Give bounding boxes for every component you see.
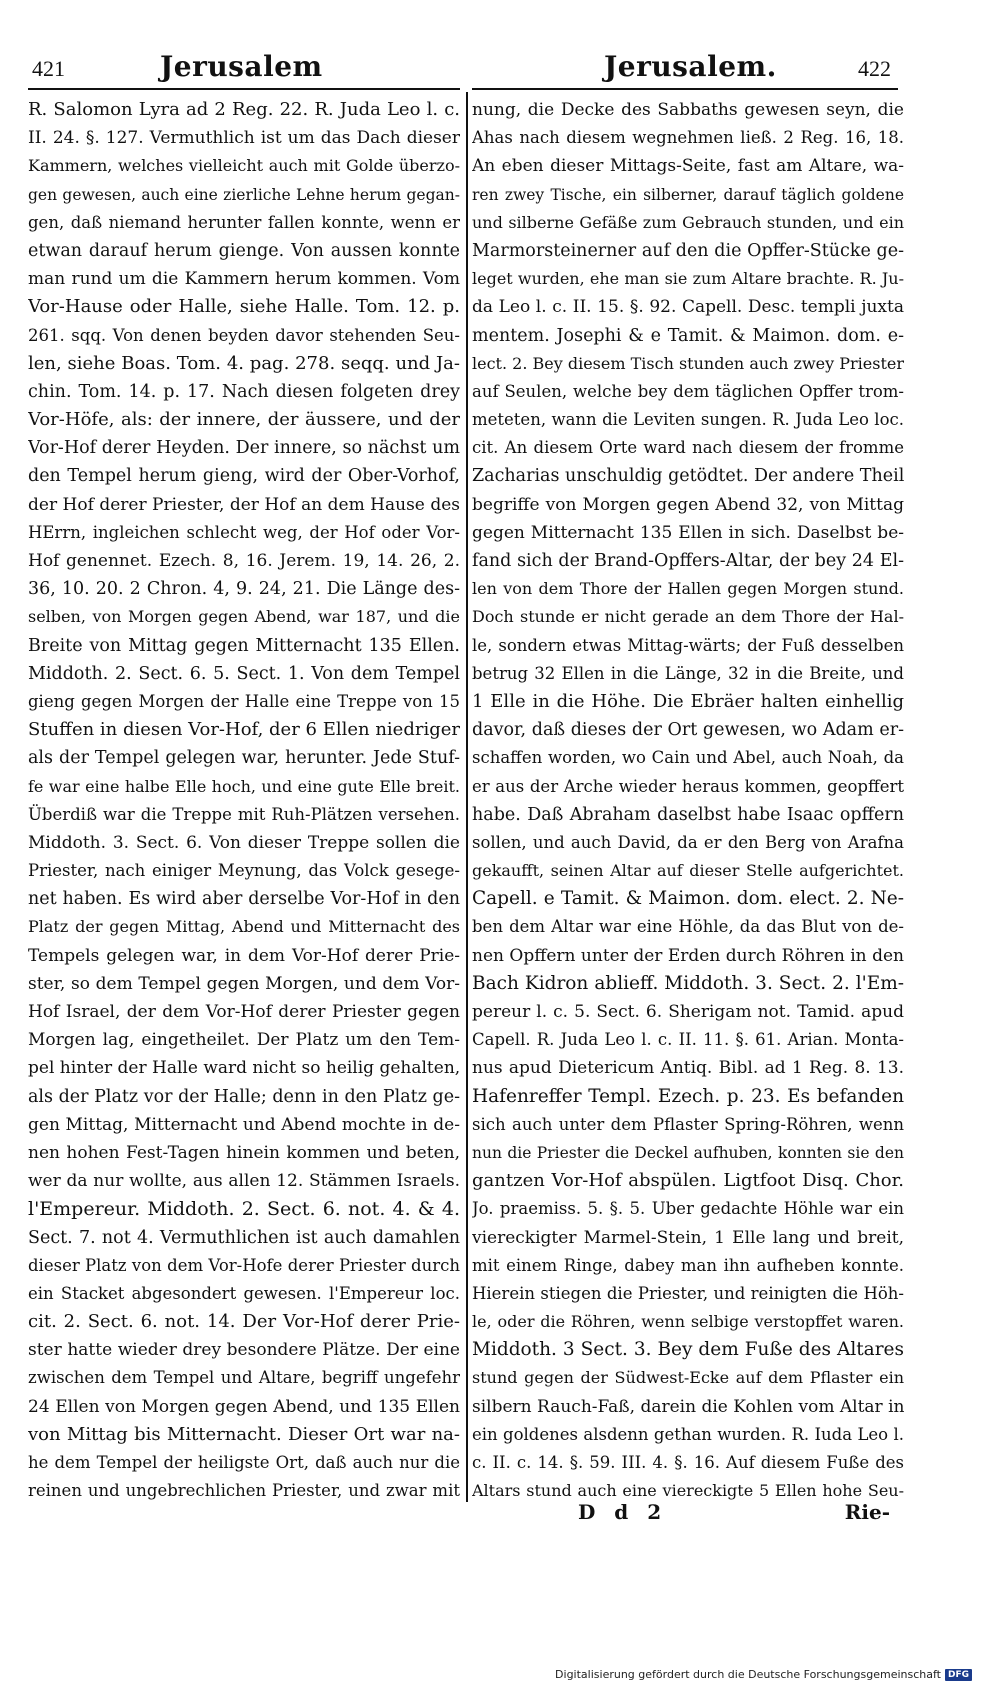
text-line: Ahas nach diesem wegnehmen ließ. 2 Reg. 16, 18. (472, 128, 904, 148)
text-line: sich auch unter dem Pflaster Spring-Röhren, wenn (472, 1114, 904, 1134)
text-line: fand sich der Brand-Opffers-Altar, der bey 24 El- (472, 551, 904, 571)
text-line: ren zwey Tische, ein silberner, darauf täglich goldene (472, 185, 904, 204)
text-line: leget wurden, ehe man sie zum Altare brachte. R. Ju- (472, 269, 904, 289)
text-line: den Tempel herum gieng, wird der Ober-Vorhof, (28, 466, 460, 487)
text-line: pereur l. c. 5. Sect. 6. Sherigam not. Tamid. apud (472, 1002, 904, 1022)
text-line: lect. 2. Bey diesem Tisch stunden auch zwey Priester (472, 353, 904, 373)
text-column-left (28, 96, 460, 1506)
text-line: 261. sqq. Von denen beyden davor stehenden Seu- (28, 325, 460, 345)
text-line: cit. 2. Sect. 6. not. 14. Der Vor-Hof derer Prie- (28, 1311, 460, 1333)
text-line: Vor-Hause oder Halle, siehe Halle. Tom. 12. p. (28, 296, 460, 318)
text-line: Priester, nach einiger Meynung, das Volck gesege- (28, 861, 460, 881)
text-line: der Hof derer Priester, der Hof an dem Hause des (28, 494, 460, 515)
text-line: Platz der gegen Mittag, Abend und Mitternacht des (28, 917, 460, 937)
text-line: Kammern, welches vielleicht auch mit Golde überzo- (28, 156, 460, 176)
page-number-right: 422 (858, 56, 891, 81)
running-title-left: Jerusalem (160, 50, 323, 83)
text-line: le, sondern etwas Mittag-wärts; der Fuß desselben (472, 635, 904, 655)
text-line: ein goldenes alsdenn gethan wurden. R. Iuda Leo l. (472, 1424, 904, 1444)
text-line: len von dem Thore der Hallen gegen Morgen stund. (472, 579, 904, 599)
text-line: als der Platz vor der Halle; denn in den Platz ge- (28, 1086, 460, 1107)
text-line: II. 24. §. 127. Vermuthlich ist um das Dach dieser (28, 128, 460, 149)
text-line: als der Tempel gelegen war, herunter. Jede Stuf- (28, 748, 460, 769)
text-line: Marmorsteinerner auf den die Opffer-Stücke ge- (472, 240, 904, 261)
text-line: Breite von Mittag gegen Mitternacht 135 Ellen. (28, 635, 460, 656)
text-line: gen, daß niemand herunter fallen konnte, wenn er (28, 212, 460, 232)
text-line: gieng gegen Morgen der Halle eine Treppe von 15 (28, 691, 460, 711)
text-line: mit einem Ringe, dabey man ihn aufheben konnte. (472, 1255, 904, 1275)
text-line: ster, so dem Tempel gegen Morgen, und dem Vor- (28, 973, 460, 994)
text-line: Middoth. 3. Sect. 6. Von dieser Treppe sollen die (28, 832, 460, 853)
text-line: An eben dieser Mittags-Seite, fast am Altare, wa- (472, 156, 904, 177)
digitization-credit (555, 1668, 972, 1681)
credit-text: Digitalisierung gefördert durch die Deutsche Forschungsgemeinschaft (555, 1668, 941, 1681)
text-line: gen gewesen, auch eine zierliche Lehne herum gegan- (28, 185, 460, 204)
text-line: begriffe von Morgen gegen Abend 32, von Mittag (472, 494, 904, 515)
text-line: Hierein stiegen die Priester, und reinigten die Höh- (472, 1283, 904, 1303)
text-line: habe. Daß Abraham daselbst habe Isaac opffern (472, 804, 904, 825)
text-line: Capell. R. Juda Leo l. c. II. 11. §. 61. Arian. Monta- (472, 1030, 904, 1050)
text-line: Doch stunde er nicht gerade an dem Thore der Hal- (472, 607, 904, 627)
text-line: man rund um die Kammern herum kommen. Vom (28, 269, 460, 290)
text-line (28, 1505, 460, 1506)
text-line: silbern Rauch-Faß, darein die Kohlen vom Altar in (472, 1396, 904, 1417)
signature-mark: D d 2 (578, 1500, 668, 1524)
text-line: auf Seulen, welche bey dem täglichen Opffer trom- (472, 381, 904, 401)
text-line: len, siehe Boas. Tom. 4. pag. 278. seqq. und Ja- (28, 352, 460, 374)
text-line: Middoth. 3 Sect. 3. Bey dem Fuße des Altares (472, 1339, 904, 1361)
text-line: chin. Tom. 14. p. 17. Nach diesen folgeten drey (28, 381, 460, 402)
text-line: c. II. c. 14. §. 59. III. 4. §. 16. Auf diesem Fuße des (472, 1453, 904, 1472)
text-line: Bach Kidron ablieff. Middoth. 3. Sect. 2. l'Em- (472, 972, 904, 994)
text-line: nung, die Decke des Sabbaths gewesen seyn, die (472, 100, 904, 120)
text-line: 24 Ellen von Morgen gegen Abend, und 135 Ellen (28, 1396, 460, 1417)
text-line: viereckigter Marmel-Stein, 1 Elle lang und breit, (472, 1227, 904, 1248)
text-line: Jo. praemiss. 5. §. 5. Uber gedachte Höhle war ein (472, 1199, 904, 1219)
text-line: Vor-Hof derer Heyden. Der innere, so nächst um (28, 438, 460, 459)
text-line: 1 Elle in die Höhe. Die Ebräer halten einhellig (472, 690, 904, 712)
text-line: Hafenreffer Templ. Ezech. p. 23. Es befanden (472, 1085, 904, 1107)
text-line: davor, daß dieses der Ort gewesen, wo Adam er- (472, 720, 904, 741)
page-number-left: 421 (32, 56, 65, 81)
text-line: mentem. Josephi & e Tamit. & Maimon. dom. e- (472, 325, 904, 346)
text-line: ster hatte wieder drey besondere Plätze. Der eine (28, 1340, 460, 1361)
text-line: R. Salomon Lyra ad 2 Reg. 22. R. Juda Leo l. c. (28, 99, 460, 120)
text-line: ein Stacket abgesondert gewesen. l'Empereur loc. (28, 1283, 460, 1303)
text-line: HErrn, ingleichen schlecht weg, der Hof oder Vor- (28, 522, 460, 542)
text-line: reinen und ungebrechlichen Priester, und zwar mit (28, 1481, 460, 1501)
text-line: zwischen dem Tempel und Altare, begriff ungefehr (28, 1368, 460, 1388)
text-line: net haben. Es wird aber derselbe Vor-Hof in den (28, 889, 460, 910)
running-title-right: Jerusalem. (604, 50, 777, 83)
text-line: gekaufft, seinen Altar auf dieser Stelle aufgerichtet. (472, 861, 904, 881)
text-line (472, 1505, 904, 1506)
text-line: meteten, wann die Leviten sungen. R. Juda Leo loc. (472, 410, 904, 430)
text-line: pel hinter der Halle ward nicht so heilig gehalten, (28, 1058, 460, 1079)
text-line: nen hohen Fest-Tagen hinein kommen und beten, (28, 1142, 460, 1163)
text-line: sollen, und auch David, da er den Berg von Arafna (472, 832, 904, 852)
text-line: Tempels gelegen war, in dem Vor-Hof derer Prie- (28, 945, 460, 966)
text-line: le, oder die Röhren, wenn selbige verstopffet waren. (472, 1312, 904, 1332)
text-line: etwan darauf herum gienge. Von aussen konnte (28, 240, 460, 261)
text-column-right (472, 96, 904, 1506)
catchword: Rie- (844, 1500, 890, 1524)
text-line: betrug 32 Ellen in die Länge, 32 in die Breite, und (472, 663, 904, 683)
text-line: stund gegen der Südwest-Ecke auf dem Pflaster ein (472, 1368, 904, 1388)
text-line: Stuffen in diesen Vor-Hof, der 6 Ellen niedriger (28, 719, 460, 741)
text-line: nus apud Dietericum Antiq. Bibl. ad 1 Reg. 8. 13. (472, 1058, 904, 1079)
text-line: Vor-Höfe, als: der innere, der äussere, und der (28, 409, 460, 431)
text-line: Middoth. 2. Sect. 6. 5. Sect. 1. Von dem Tempel (28, 663, 460, 684)
text-line: von Mittag bis Mitternacht. Dieser Ort war na- (28, 1423, 460, 1445)
text-line: nun die Priester die Deckel aufhuben, konnten sie den (472, 1143, 904, 1162)
text-line: cit. An diesem Orte ward nach diesem der fromme (472, 438, 904, 458)
text-line: Überdiß war die Treppe mit Ruh-Plätzen versehen. (28, 804, 460, 824)
text-line: dieser Platz von dem Vor-Hofe derer Priester durch (28, 1255, 460, 1275)
text-line: Sect. 7. not 4. Vermuthlichen ist auch damahlen (28, 1227, 460, 1248)
text-line: Altars stund auch eine viereckigte 5 Ellen hohe Seu- (472, 1481, 904, 1501)
text-line: da Leo l. c. II. 15. §. 92. Capell. Desc. templi juxta (472, 297, 904, 318)
column-divider (466, 92, 468, 1502)
text-line: gantzen Vor-Hof abspülen. Ligtfoot Disq. Chor. (472, 1170, 904, 1192)
text-line: schaffen worden, wo Cain und Abel, auch Noah, da (472, 748, 904, 768)
text-line: he dem Tempel der heiligste Ort, daß auch nur die (28, 1453, 460, 1472)
text-line: und silberne Gefäße zum Gebrauch stunden, und ein (472, 212, 904, 232)
text-line: er aus der Arche wieder heraus kommen, geopffert (472, 776, 904, 796)
text-line: selben, von Morgen gegen Abend, war 187, und die (28, 607, 460, 627)
text-line: nen Opffern unter der Erden durch Röhren in den (472, 945, 904, 966)
text-line: Morgen lag, eingetheilet. Der Platz um den Tem- (28, 1030, 460, 1051)
text-line: Hof genennet. Ezech. 8, 16. Jerem. 19, 14. 26, 2. (28, 551, 460, 571)
header-rule-right (472, 88, 898, 90)
text-line: fe war eine halbe Elle hoch, und eine gute Elle breit. (28, 776, 460, 796)
dfg-logo: DFG (945, 1669, 972, 1681)
text-line: wer da nur wollte, aus allen 12. Stämmen Israels. (28, 1171, 460, 1192)
text-line: Zacharias unschuldig getödtet. Der andere Theil (472, 466, 904, 487)
text-line: 36, 10. 20. 2 Chron. 4, 9. 24, 21. Die Länge des- (28, 579, 460, 600)
text-line: gegen Mitternacht 135 Ellen in sich. Daselbst be- (472, 522, 904, 543)
text-line: l'Empereur. Middoth. 2. Sect. 6. not. 4. & 4. (28, 1198, 460, 1221)
text-line: gen Mittag, Mitternacht und Abend mochte in de- (28, 1114, 460, 1135)
header-rule-left (28, 88, 460, 90)
text-line: Capell. e Tamit. & Maimon. dom. elect. 2. Ne- (472, 888, 904, 910)
text-line: ben dem Altar war eine Höhle, da das Blut von de- (472, 917, 904, 937)
text-line: Hof Israel, der dem Vor-Hof derer Priester gegen (28, 1002, 460, 1022)
